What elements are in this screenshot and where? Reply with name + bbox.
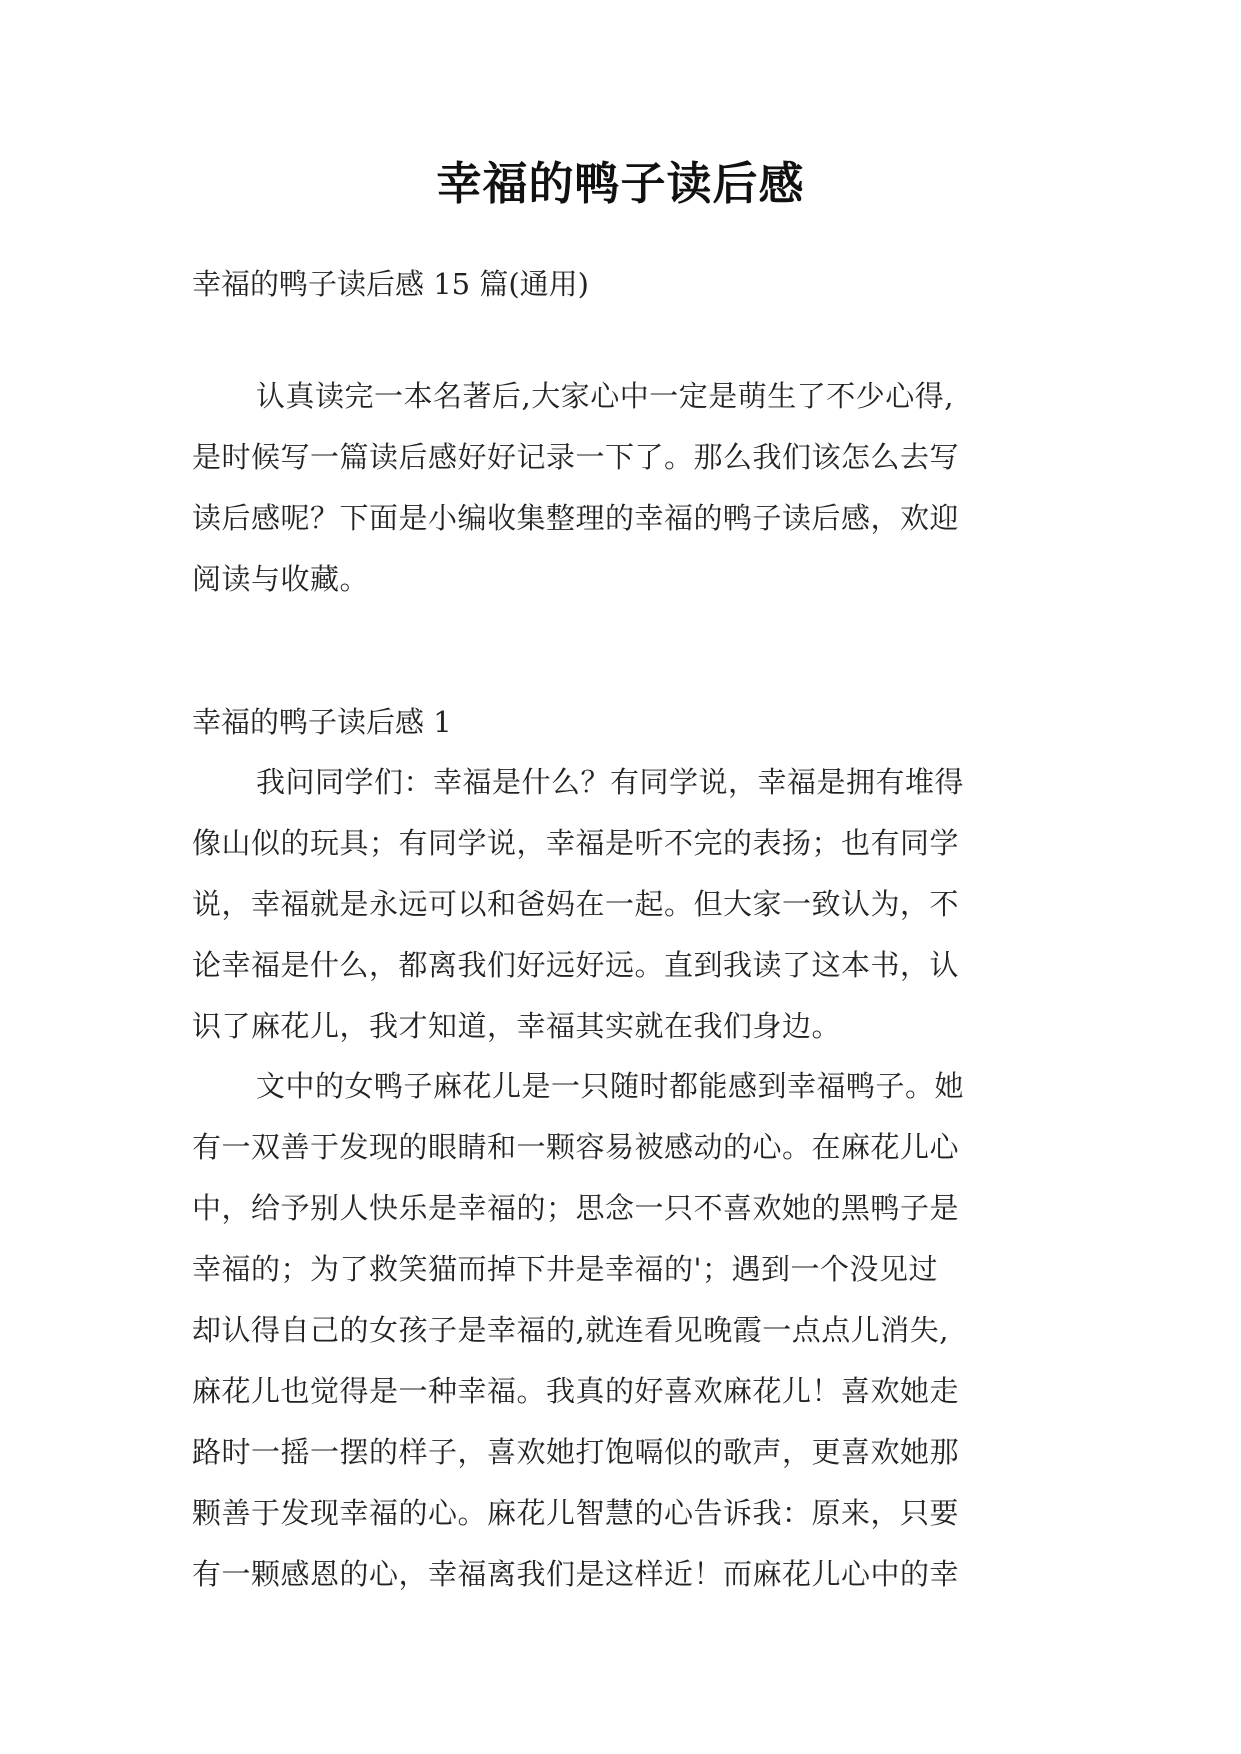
body-line: 幸福的；为了救笑猫而掉下井是幸福的'；遇到一个没见过 bbox=[192, 1252, 938, 1286]
intro-line: 阅读与收藏。 bbox=[192, 562, 370, 596]
document-title: 幸福的鸭子读后感 bbox=[436, 157, 805, 210]
intro-line: 是时候写一篇读后感好好记录一下了。那么我们该怎么去写 bbox=[192, 440, 960, 474]
body-paragraph bbox=[192, 752, 1056, 1057]
body-line: 麻花儿也觉得是一种幸福。我真的好喜欢麻花儿！喜欢她走 bbox=[192, 1374, 960, 1408]
body-line: 文中的女鸭子麻花儿是一只随时都能感到幸福鸭子。她 bbox=[256, 1069, 965, 1103]
intro-line: 认真读完一本名著后,大家心中一定是萌生了不少心得, bbox=[256, 379, 954, 413]
body-line: 却认得自己的女孩子是幸福的,就连看见晚霞一点点儿消失, bbox=[192, 1313, 949, 1347]
section-heading: 幸福的鸭子读后感 1 bbox=[192, 705, 452, 739]
body-line: 我问同学们：幸福是什么？有同学说，幸福是拥有堆得 bbox=[256, 765, 965, 799]
body-line: 有一双善于发现的眼睛和一颗容易被感动的心。在麻花儿心 bbox=[192, 1130, 960, 1164]
body-line: 像山似的玩具；有同学说，幸福是听不完的表扬；也有同学 bbox=[192, 826, 960, 860]
document-subtitle: 幸福的鸭子读后感 15 篇(通用) bbox=[192, 267, 589, 301]
body-line: 说，幸福就是永远可以和爸妈在一起。但大家一致认为，不 bbox=[192, 887, 960, 921]
body-line: 颗善于发现幸福的心。麻花儿智慧的心告诉我：原来，只要 bbox=[192, 1496, 960, 1530]
body-line: 论幸福是什么，都离我们好远好远。直到我读了这本书，认 bbox=[192, 948, 960, 982]
body-line: 路时一摇一摆的样子，喜欢她打饱嗝似的歌声，更喜欢她那 bbox=[192, 1435, 960, 1469]
body-line: 中，给予别人快乐是幸福的；思念一只不喜欢她的黑鸭子是 bbox=[192, 1191, 960, 1225]
intro-paragraph bbox=[192, 366, 1056, 610]
body-line: 有一颗感恩的心，幸福离我们是这样近！而麻花儿心中的幸 bbox=[192, 1557, 960, 1591]
intro-line: 读后感呢？下面是小编收集整理的幸福的鸭子读后感，欢迎 bbox=[192, 501, 960, 535]
body-paragraph bbox=[192, 1056, 1056, 1605]
body-line: 识了麻花儿，我才知道，幸福其实就在我们身边。 bbox=[192, 1009, 842, 1043]
